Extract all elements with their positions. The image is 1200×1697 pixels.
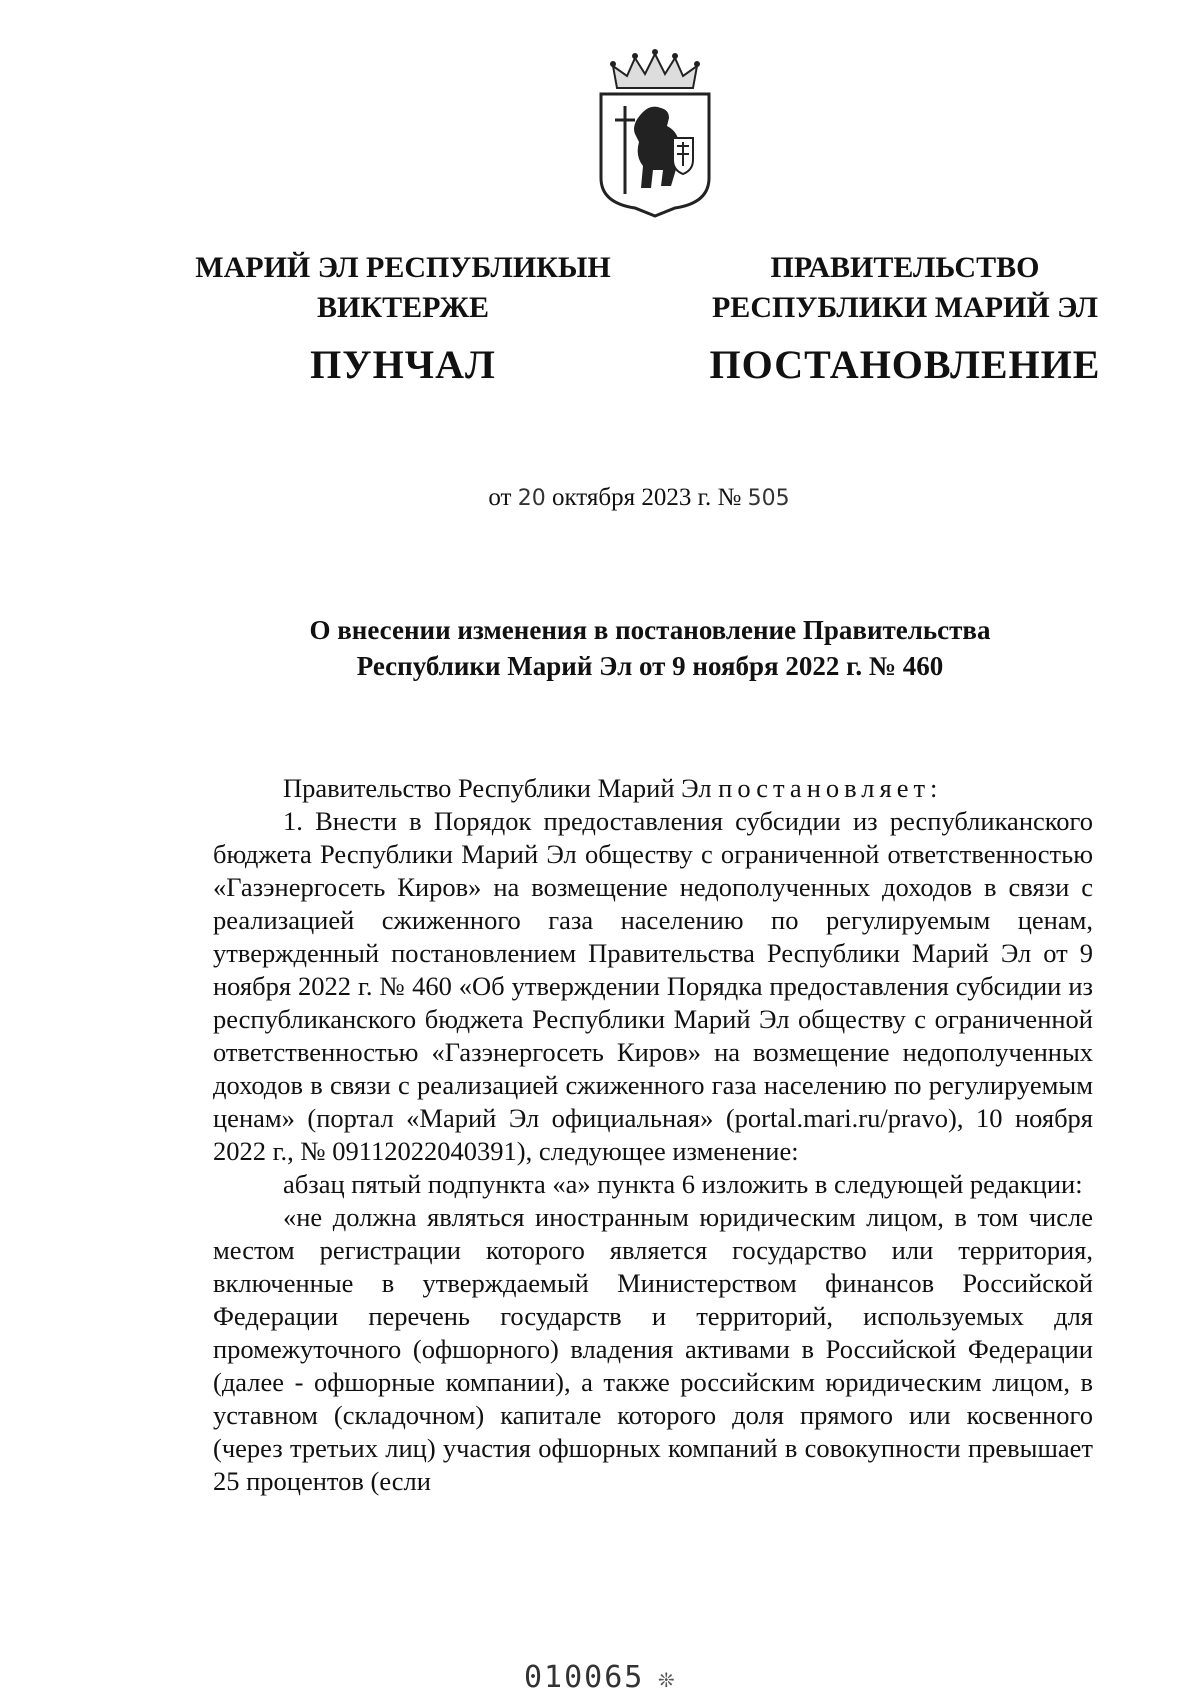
serial-number: 010065 [523,1660,645,1695]
header-right-doc-type: ПОСТАНОВЛЕНИЕ [709,342,1101,387]
intro-prefix: Правительство Республики Марий Эл [283,773,712,803]
intro-paragraph [213,772,1093,805]
header-left-doc-type: ПУНЧАЛ [310,342,496,387]
title-line2: Республики Марий Эл от 9 ноября 2022 г. № 460 [356,651,944,681]
serial-stamp [0,1660,1200,1695]
date-prefix: от [488,484,512,511]
header-left-line1: МАРИЙ ЭЛ РЕСПУБЛИКЫН [195,251,611,284]
document-date [0,484,1200,512]
date-day: 20 [517,486,546,511]
header-left-line2: ВИКТЕРЖЕ [316,291,490,324]
document-number: 505 [747,486,790,511]
paragraph-3: «не должна являться иностранным юридическим лицом, в том числе местом регистрации которого является государство или территория, включенные в утверждаемый Министерством финансов Российской Федерации перечень государств и территорий, используемых для промежуточного (офшорного) владения активами в Российской Федерации (далее - офшорные компании), а также российским юридическим лицом, в уставном (складочном) капитале которого доля прямого или косвенного (через третьих лиц) участия офшорных компаний в совокупности превышает 25 процентов (если [213,1202,1093,1496]
stamp-mark-icon: ❊ [658,1664,677,1694]
coat-of-arms-icon [595,48,715,218]
header-left [188,248,618,390]
title-line1: О внесении изменения в постановление Правительства [309,615,991,645]
intro-verb: постановляет: [718,773,943,803]
document-title [210,612,1090,684]
header-right-line1: ПРАВИТЕЛЬСТВО [770,251,1040,284]
header-right [685,248,1125,390]
paragraph-2: абзац пятый подпункта «а» пункта 6 изложить в следующей редакции: [283,1169,1083,1199]
date-month-year: октября 2023 г. № [551,484,742,511]
document-body [213,772,1093,1498]
header-right-line2: РЕСПУБЛИКИ МАРИЙ ЭЛ [711,291,1098,324]
paragraph-1: 1. Внести в Порядок предоставления субсидии из республиканского бюджета Республики Марий Эл обществу с ограниченной ответственностью «Газэнергосеть Киров» на возмещение недополученных доходов в связи с реализацией сжиженного газа населению по регулируемым ценам, утвержденный постановлением Правительства Республики Марий Эл от 9 ноября 2022 г. № 460 «Об утверждении Порядка предоставления субсидии из республиканского бюджета Республики Марий Эл обществу с ограниченной ответственностью «Газэнергосеть Киров» на возмещение недополученных доходов в связи с реализацией сжиженного газа населению по регулируемым ценам» (портал «Марий Эл официальная» (portal.mari.ru/pravo), 10 ноября 2022 г., № 09112022040391), следующее изменение: [213,806,1093,1166]
